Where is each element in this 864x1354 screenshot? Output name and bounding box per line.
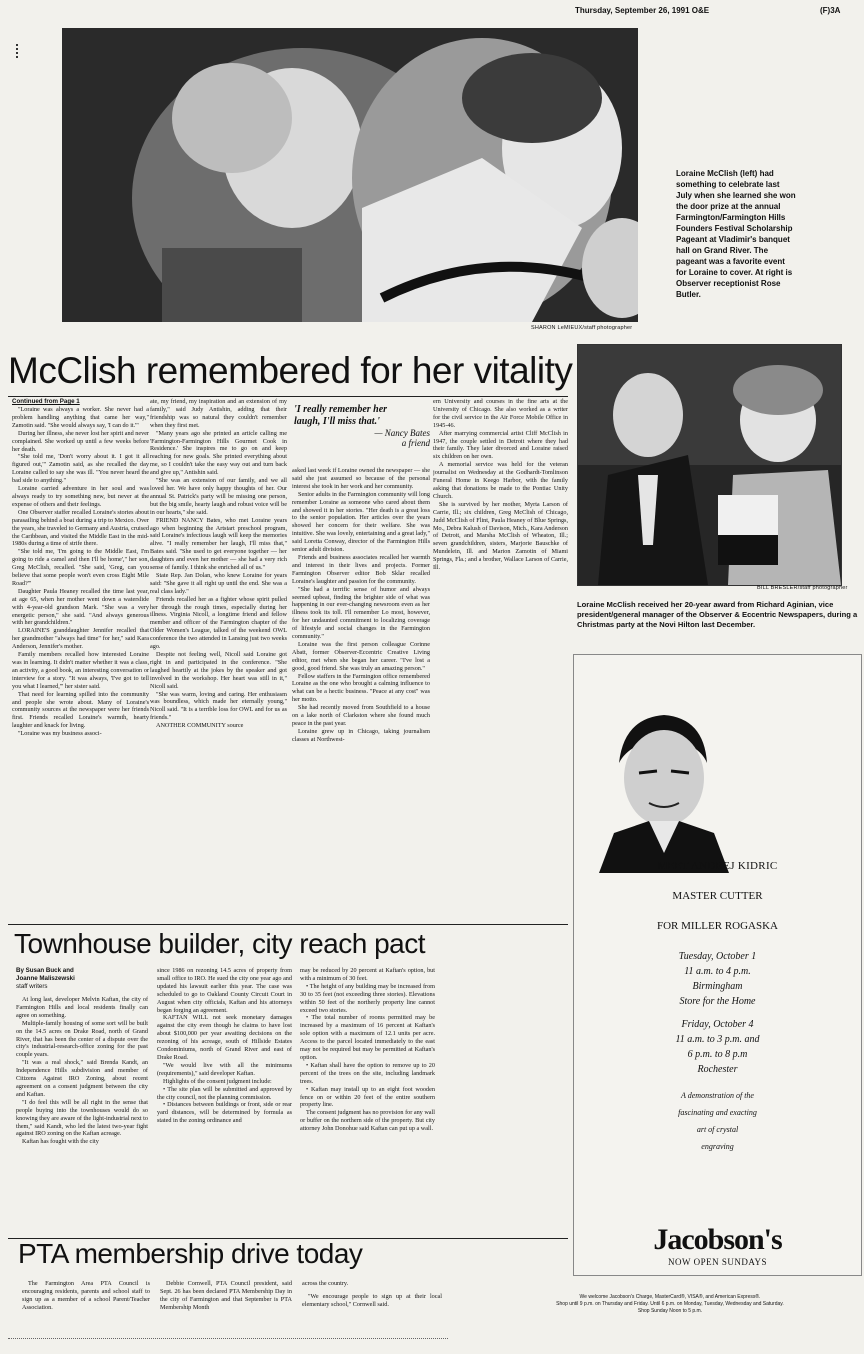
paragraph: ern University and courses in the fine arts at the University of Chicago. She also worked as a writer for the civil service in the Air Force Mobile Office in 1945-46. xyxy=(433,398,568,429)
quote-line: 'I really remember her xyxy=(294,404,388,415)
ad-miller-rogaska: FOR MILLER ROGASKA xyxy=(656,920,778,932)
ad-schedule-line: Rochester xyxy=(697,1064,738,1075)
ad-open-sundays: NOW OPEN SUNDAYS xyxy=(667,1257,767,1267)
story1-column-4 xyxy=(433,398,568,720)
paragraph: asked last week if Loraine owned the newspaper — she said she just assumed so because of the personal interest she took in her work and her community. xyxy=(292,467,430,490)
byline-line: By Susan Buck and xyxy=(16,967,74,974)
top-photo xyxy=(62,28,638,322)
paragraph: • The site plan will be submitted and approved by the city council, not the planning commission. xyxy=(157,1085,292,1101)
section-rule xyxy=(8,924,568,925)
caption-line: Farmington/Farmington Hills xyxy=(676,213,786,222)
paragraph: State Rep. Jan Dolan, who knew Loraine for years said: "She gave it all right up until the end. She was a real class lady." xyxy=(150,571,287,595)
quote-line: laugh, I'll miss that.' xyxy=(294,416,380,427)
caption-line: Observer receptionist Rose xyxy=(676,279,781,288)
story2-column-3 xyxy=(300,967,435,1235)
paragraph: • The height of any building may be increased from 30 to 35 feet (not exceeding three stories). Elevations within 50 feet of the northerly property line cannot exceed two stories. xyxy=(300,982,435,1014)
pull-quote xyxy=(294,404,430,448)
bottom-dotted-rule xyxy=(8,1338,448,1339)
paragraph: Loraine carried adventure in her soul and was always ready to try something new, but never at the expense of others and their feelings. xyxy=(12,485,149,508)
paragraph: "She had a terrific sense of humor and always seemed upbeat, finding the brighter side of what was happening in our ever-changing newsroom even as her illness took its toll. I'll remember Lo most, however, for her undaunted commitment to localizing coverage of lifestyle and social changes in the Farmington community." xyxy=(292,585,430,641)
paragraph: She is survived by her mother, Myrta Larson of Carrie, Ill.; six children, Greg McClish of Chicago, Judd McClish of Flint, Paula Heaney of Blue Springs, Mo., Debra Kalush of Davison, Mich., Kara Anderson of Detroit, and Marsha McClish of Wheaton, Ill.; seven grandchildren, sisters, Marjorie Bauschke of Mundelein, Ill. and Marion Zamotin of Miami Springs, Fla.; and a brother, Wallace Larson of Carrie, Ill. xyxy=(433,500,568,572)
caption-line: Pageant at Vladimir's banquet xyxy=(676,235,790,244)
story2-headline: Townhouse builder, city reach pact xyxy=(14,928,426,959)
paragraph: A memorial service was held for the veteran journalist on Wednesday at the Godhardt-Tomlinson Funeral Home in Keego Harbor, with the family asking that donations be made to the Pontiac Unity Church. xyxy=(433,461,568,500)
jacobsons-advertisement xyxy=(573,654,862,1276)
award-photo-caption: Loraine McClish received her 20-year award from Richard Aginian, vice president/general manager of the Observer & Eccentric Newspapers, during a Christmas party at the Novi Hilton last December. xyxy=(577,600,858,629)
ad-schedule-line: 11 a.m. to 4 p.m. xyxy=(684,966,751,977)
paragraph: The Farmington Area PTA Council is encouraging residents, parents and school staff to sign up as a member of a school Parent/Teacher Association. xyxy=(22,1280,150,1311)
paragraph: • Distances between buildings or front, side or rear yard distances, will be determined by formula as stated in the zoning ordinance and xyxy=(157,1101,292,1125)
paragraph: Highlights of the consent judgment include: xyxy=(163,1077,272,1085)
paragraph: Kaftan has fought with the city xyxy=(22,1138,99,1146)
story2-column-1 xyxy=(16,996,148,1236)
paragraph: Friends recalled her as a fighter whose spirit pulled her through the rough times, especially during her illness. Virginia Nicoll, a longtime friend and fellow member and officer of the Farmington chapter of the Older Women's League, talked of the weekend OWL conference the two attended in Lansing just two weeks ago. xyxy=(150,595,287,651)
paragraph: Debbie Cornwell, PTA Council president, said Sept. 26 has been declared PTA Membership Day in the city of Farmington and that September is PTA Membership Month xyxy=(160,1280,292,1311)
ad-tagline: fascinating and exacting xyxy=(678,1108,757,1117)
paragraph: One Observer staffer recalled Loraine's stories about parasailing behind a boat during a trip to Mexico. Over the years, she traveled to Germany and Austria, cruised the Caribbean, and visited the Middle East in the mid-1980s during a time of strife there. xyxy=(12,508,149,548)
page-id: (F)3A xyxy=(820,6,841,15)
caption-line: Butler. xyxy=(676,290,701,299)
top-photo-caption xyxy=(676,168,856,300)
paragraph: "We would live with all the minimums (requirements)," said developer Kaftan. xyxy=(157,1061,292,1077)
paragraph: since 1986 on rezoning 14.5 acres of property from small office to IRO. He sued the city one year ago and updated his lawsuit earlier this year. The case was scheduled to go to Oakland County Circuit Court in August when city officials, Kaftan and his attorneys began forging an agreement. xyxy=(157,967,292,1014)
headline-rule xyxy=(8,396,568,397)
paragraph: "She told me, 'Don't worry about it. I got it all figured out,'" Zamotin said, as she recalled the day Loraine called to say she was ill. "You never heard the bad side to anything." xyxy=(12,453,149,485)
story1-column-2 xyxy=(150,398,287,918)
paragraph: At long last, developer Melvin Kaftan, the city of Farmington Hills and local residents finally can agree on something. xyxy=(16,996,148,1019)
story2-byline xyxy=(16,967,75,991)
story1-column-1 xyxy=(12,406,149,918)
story1-headline: McClish remembered for her vitality xyxy=(8,350,573,391)
caption-line: Loraine McClish (left) had xyxy=(676,169,774,178)
paragraph: Daughter Paula Heaney recalled the time last year, at age 65, when her mother went down a waterslide with 4-year-old grandson Mark. "She was a very energetic person," she said. "And always generous with her grandchildren." xyxy=(12,587,149,627)
paragraph: "We encourage people to sign up at their local elementary school," Cornwell said. xyxy=(302,1292,442,1308)
paragraph: "She told me, 'I'm going to the Middle East, I'm going to ride a camel and then I'll be home'," her son, Greg McClish, recalled. "She said, 'Greg, can you believe that some people won't even cross Eight Mile Road?'" xyxy=(12,548,149,587)
paragraph: Family members recalled how interested Loraine was in learning. It didn't matter whether it was a class, an activity, a good book, an interesting conversation or interview for a story. "It was always, 'I've got to tell you what I learned,'" her sister said. xyxy=(12,651,149,690)
award-photo xyxy=(577,344,842,586)
paragraph: "Loraine was always a worker. She never had a problem handling anything that came her way," Zamotin said. "She would always say, 'I can do it.'" xyxy=(12,406,149,429)
ad-schedule-line: 6 p.m. to 8 p.m xyxy=(687,1049,748,1060)
paragraph: LORAINE'S granddaughter Jennifer recalled that her grandmother "always had time" for her," said Kara Anderson, Jennifer's mother. xyxy=(12,627,149,651)
story1-column-3 xyxy=(292,467,430,919)
caption-line: Founders Festival Scholarship xyxy=(676,224,793,233)
caption-line: for Loraine to cover. At right is xyxy=(676,268,793,277)
ad-schedule-line: 11 a.m. to 3 p.m. and xyxy=(675,1034,760,1045)
fine-print-line: We welcome Jacobson's Charge, MasterCard®, VISA®, and American Express®. xyxy=(579,1294,761,1300)
paragraph: Loraine grew up in Chicago, taking journalism classes at Northwest- xyxy=(292,727,430,743)
caption-line: pageant was a favorite event xyxy=(676,257,785,266)
story3-column-3 xyxy=(302,1280,442,1322)
andrej-kidric-portrait xyxy=(589,703,739,873)
paragraph: ate, my friend, my inspiration and an extension of my family," said Judy Antishin, adding that their friendship was so natural they couldn't remember when they first met. xyxy=(150,398,287,429)
award-photo-credit: BILL BRESLER/staff photographer xyxy=(757,585,848,591)
ad-schedule-line: Birmingham xyxy=(692,981,743,992)
quote-attribution: — Nancy Bates xyxy=(374,428,430,438)
paragraph: FRIEND NANCY Bates, who met Loraine years ago when beginning the Artstart preschool program, said Loraine's infectious laugh will keep the memories alive. "I really remember her laugh, I'll miss that," Bates said. "She used to get everyone together — her daughters and even her mother — she had a very rich sense of family. I think she enriched all of us." xyxy=(150,516,287,572)
ad-meet-line: MEET ANDREJ KIDRIC xyxy=(657,860,778,872)
paragraph: • Kaftan may install up to an eight foot wooden fence on or within 20 feet of the entire southern property line. xyxy=(300,1085,435,1109)
ad-tagline: A demonstration of the xyxy=(681,1091,754,1100)
paragraph: may be reduced by 20 percent at Kaftan's option, but with a minimum of 30 feet. xyxy=(300,967,435,982)
paragraph: That need for learning spilled into the community and people she wrote about. Many of Loraine's community sources at the newspaper were her friends first. Friends recalled Loraine's warmth, hearty laughter and knack for living. xyxy=(12,690,149,730)
story3-column-2 xyxy=(160,1280,292,1322)
jump-line: Continued from Page 1 xyxy=(12,398,80,405)
paragraph: • Kaftan shall have the option to remove up to 20 percent of the trees on the site, including landmark trees. xyxy=(300,1061,435,1085)
paragraph: "She was an extension of our family, and we all loved her. We have only happy thoughts of her. Our annual St. Patrick's party will be missing one person, but the big smile, hearty laugh and robust voice will be in our hearts," she said. xyxy=(150,477,287,516)
page-folio: Thursday, September 26, 1991 O&E xyxy=(575,6,710,15)
paragraph: The consent judgment has no provision for any wall or buffer on the northern side of the property. But city attorney John Donohue said Kaftan can put up a wall. xyxy=(300,1109,435,1133)
byline-line: Joanne Maliszewski xyxy=(16,975,75,982)
quote-attribution: a friend xyxy=(401,438,430,448)
jacobsons-logo: Jacobson's xyxy=(653,1223,782,1256)
ad-schedule-line: Tuesday, October 1 xyxy=(678,951,757,962)
paragraph: "Loraine was my business associ- xyxy=(18,730,102,738)
fine-print-line: Shop Sunday Noon to 5 p.m. xyxy=(637,1308,703,1314)
caption-line: something to celebrate last xyxy=(676,180,780,189)
paragraph: Despite not feeling well, Nicoll said Loraine got right in and participated in the conference. "She laughed heartily at the jokes by the speaker and got involved in the workshop. Her heart was still in it," Nicoll said. xyxy=(150,651,287,690)
top-photo-credit: SHARON LeMIEUX/staff photographer xyxy=(531,325,633,331)
paragraph: Loraine was the first person colleague Corinne Abatt, former Observer-Eccentric Creative Living editor, met when she began her career. "I've lost a good, good friend. She was truly an amazing person." xyxy=(292,640,430,672)
paragraph: Multiple-family housing of some sort will be built on the 14.5 acres on Drake Road, north of Grand River, that has been the center of a dispute over the city's industrial-research-office zoning for the past couple years. xyxy=(16,1019,148,1059)
fine-print-line: Shop until 9 p.m. on Thursday and Friday. Until 6 p.m. on Monday, Tuesday, Wednesday and Saturday. xyxy=(556,1301,784,1307)
paragraph: Fellow staffers in the Farmington office remembered Loraine as the one who brought a calming influence to what can be a hectic business. "Peace at any cost" was her motto. xyxy=(292,672,430,704)
caption-line: July when she learned she won xyxy=(676,191,796,200)
paragraph: She had recently moved from Southfield to a house on a lake north of Clarkston where she found much peace in the past year. xyxy=(292,704,430,727)
ad-tagline: engraving xyxy=(701,1142,734,1151)
paragraph: After marrying commercial artist Cliff McClish in 1947, the couple settled in Detroit where they had their family. They later divorced and Loraine raised six children on her own. xyxy=(433,429,568,461)
ad-tagline: art of crystal xyxy=(696,1125,739,1134)
paragraph: across the country. xyxy=(302,1280,349,1287)
story3-headline: PTA membership drive today xyxy=(18,1238,363,1269)
paragraph: • The total number of rooms permitted may be increased by a maximum of 16 percent at Kaftan's sole option with a maximum of 12.1 units per acre. Access to the parcel located immediately to the east may not be required but may be permitted at Kaftan's option. xyxy=(300,1014,435,1061)
paragraph: ANOTHER COMMUNITY source xyxy=(156,722,244,730)
paragraph: Senior adults in the Farmington community will long remember Loraine as someone who cared about them and showed it in her stories. "Her death is a great loss to the senior population. Her articles over the years showed her concern for their welfare. She was intuitive. She was lovely, entertaining and a great lady," said Loretta Conway, director of the Farmington Hills senior adult division. xyxy=(292,490,430,554)
caption-line: hall on Grand River. The xyxy=(676,246,769,255)
paragraph: Friends and business associates recalled her warmth and interest in their lives and projects. Former Farmington Observer editor Bob Sklar recalled Loraine's laughter and passion for the community. xyxy=(292,553,430,585)
byline-line: staff writers xyxy=(16,983,48,990)
ad-master-cutter: MASTER CUTTER xyxy=(672,890,763,902)
ad-schedule-line: Store for the Home xyxy=(679,996,756,1007)
paragraph: "I do feel this will be all right in the sense that people buying into the townhouses would do so knowing they are aware of the light-industrial next to them," said Kandt, who led the latest two-year fight against IRO zoning on the Kaftan acreage. xyxy=(16,1098,148,1138)
story3-column-1 xyxy=(22,1280,150,1322)
margin-mark xyxy=(16,44,20,58)
ad-fine-print xyxy=(480,1294,860,1315)
paragraph: "Many years ago she printed an article calling me 'Farmington-Farmington Hills Gourmet Cook in Residence.' She inspires me to go on and keep reaching for new goals. She printed everything about me, so I couldn't take the easy way out and turn back and give up," Antishin said. xyxy=(150,429,287,477)
paragraph: "She was warm, loving and caring. Her enthusiasm was boundless, which made her eternally young," Nicoll said. "It is a terrible loss for OWL and for us as friends." xyxy=(150,690,287,722)
paragraph: During her illness, she never lost her spirit and never complained. She worked up until a few weeks before her death. xyxy=(12,429,149,453)
paragraph: KAFTAN WILL not seek monetary damages against the city even though he claims to have lost about $100,000 per year awaiting decisions on the rezoning of his acreage, south of Hillside Estates Condominiums, north of Grand River and east of Drake Road. xyxy=(157,1014,292,1061)
ad-schedule-line: Friday, October 4 xyxy=(681,1019,754,1030)
paragraph: "It was a real shock," said Brenda Kandt, an Independence Hills subdivision and member of Citizens Against IRO Zoning, about recent agreement on a consent judgment between the city and Kaftan. xyxy=(16,1059,148,1098)
story2-column-2 xyxy=(157,967,292,1235)
caption-line: the door prize at the annual xyxy=(676,202,781,211)
